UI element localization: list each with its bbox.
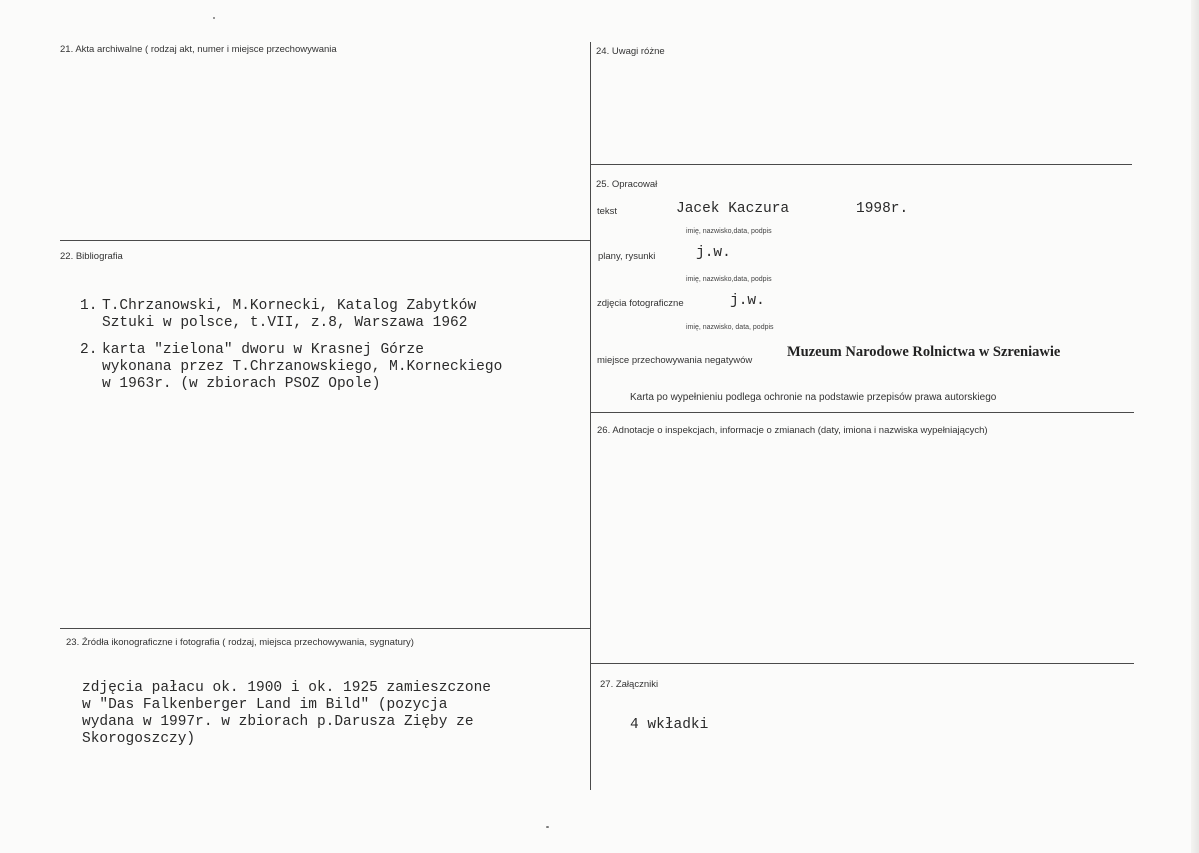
attachments-value: 4 wkładki [630,717,709,733]
bibliography-item-1-number: 1. [80,298,98,314]
section-24-label: 24. Uwagi różne [596,46,665,57]
iconography-line-4: Skorogoszczy) [82,731,196,747]
bibliography-item-2-number: 2. [80,342,98,358]
iconography-text [82,680,491,748]
section-25-label: 25. Opracował [596,179,658,190]
divider-22-23 [60,628,590,629]
negatives-label: miejsce przechowywania negatywów [597,355,753,366]
divider-26-27 [590,663,1134,664]
section-22-label: 22. Bibliografia [60,251,123,262]
plans-value: j.w. [696,245,731,261]
bibliography-item-2 [80,342,502,393]
text-author-year: 1998r. [856,201,909,217]
section-26-label: 26. Adnotacje o inspekcjach, informacje o zmianach (daty, imiona i nazwiska wypełniających) [597,425,988,436]
section-27-label: 27. Załączniki [600,679,659,690]
center-divider [590,42,591,790]
bibliography-item-1-line-1: T.Chrzanowski, M.Kornecki, Katalog Zabytków [102,298,477,314]
section-23-label: 23. Źródła ikonograficzne i fotografia ( rodzaj, miejsca przechowywania, sygnatury) [66,637,414,648]
bibliography-item-2-line-2: wykonana przez T.Chrzanowskiego, M.Korneckiego [102,359,503,375]
bibliography-item-2-line-3: w 1963r. (w zbiorach PSOZ Opole) [102,376,381,392]
divider-25-26 [590,412,1134,413]
plans-caption: imię, nazwisko,data, podpis [686,276,772,283]
divider-24-25 [590,164,1132,165]
text-author-name: Jacek Kaczura [676,201,790,217]
text-author-label: tekst [597,206,618,217]
scan-speck [546,826,549,828]
text-author-caption: imię, nazwisko,data, podpis [686,228,772,235]
photos-caption: imię, nazwisko, data, podpis [686,324,774,331]
iconography-line-1: zdjęcia pałacu ok. 1900 i ok. 1925 zamieszczone [82,680,491,696]
iconography-line-2: w "Das Falkenberger Land im Bild" (pozycja [82,697,448,713]
section-21-label: 21. Akta archiwalne ( rodzaj akt, numer i miejsce przechowywania [60,44,337,55]
scan-speck [213,17,215,19]
negatives-location: Muzeum Narodowe Rolnictwa w Szreniawie [787,344,1061,360]
copyright-notice: Karta po wypełnieniu podlega ochronie na podstawie przepisów prawa autorskiego [630,392,997,403]
divider-21-22 [60,240,590,241]
photos-label: zdjęcia fotograficzne [597,298,684,309]
paper-edge [1191,0,1199,853]
plans-label: plany, rysunki [598,251,656,262]
bibliography-item-1-line-2: Sztuki w polsce, t.VII, z.8, Warszawa 1962 [102,315,468,331]
photos-value: j.w. [730,293,765,309]
bibliography-item-2-line-1: karta "zielona" dworu w Krasnej Górze [102,342,424,358]
bibliography-item-1 [80,298,476,332]
iconography-line-3: wydana w 1997r. w zbiorach p.Darusza Zięby ze [82,714,474,730]
